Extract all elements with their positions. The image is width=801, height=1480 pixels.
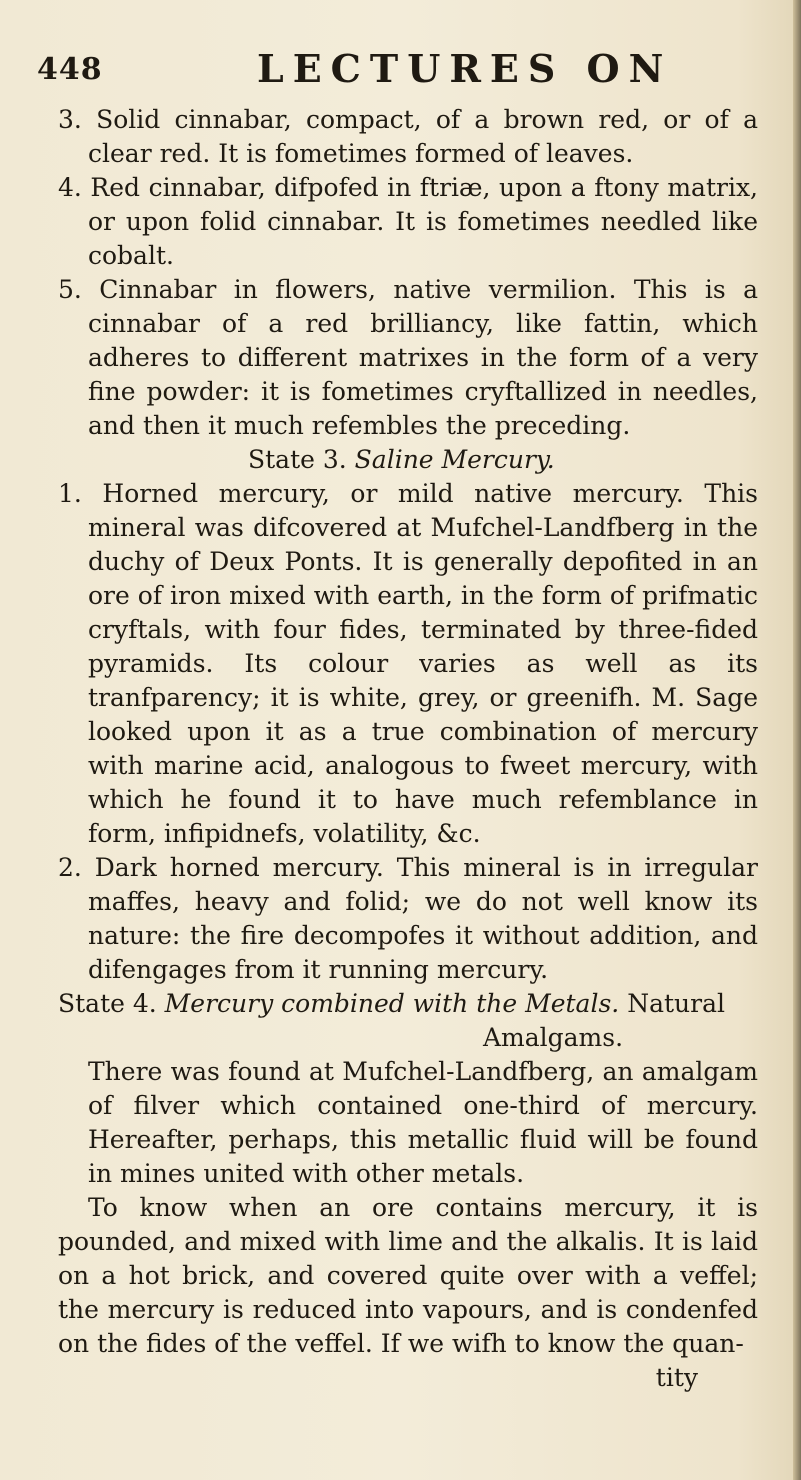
state-title: Saline Mercury. <box>354 445 555 474</box>
paragraph-mercury-test: To know when an ore contains mercury, it is pounded, and mixed with lime and the alkalis. It is laid on a hot brick, and covered quite over with a veffel; the mercury is reduced into vapours, and is condenfed on the fides of the veffel. If we wifh to know the quan- <box>58 1193 758 1358</box>
entry-red-cinnabar <box>58 171 758 273</box>
entry-number: 2. <box>58 853 82 882</box>
paragraph-amalgam: There was found at Mufchel-Landfberg, an amalgam of filver which contained one-third of mercury. Hereafter, perhaps, this metallic fluid will be found in mines united with other metals. <box>88 1057 758 1188</box>
page-number: 448 <box>37 52 103 87</box>
catchword: tity <box>655 1363 698 1392</box>
entry-solid-cinnabar <box>58 103 758 171</box>
entry-number: 1. <box>58 479 82 508</box>
state-subtitle-amalgams: Amalgams. <box>482 1023 624 1052</box>
entry-number: 5. <box>58 275 82 304</box>
state-label: State 3. <box>248 445 347 474</box>
page-edge <box>793 0 801 1480</box>
running-title: LECTURES ON <box>257 46 673 91</box>
entry-horned-mercury <box>58 477 758 851</box>
page-header <box>37 46 757 94</box>
state-4-heading <box>58 987 758 1055</box>
state-title: Mercury combined with the Metals. <box>164 989 620 1018</box>
entry-text: Dark horned mercury. This mineral is in irregular maffes, heavy and folid; we do not well know its nature: the fire decompofes it without addition, and difengages from it running mercury. <box>88 853 758 984</box>
entry-number: 3. <box>58 105 82 134</box>
entry-dark-horned-mercury <box>58 851 758 987</box>
entry-text: Solid cinnabar, compact, of a brown red, or of a clear red. It is fometimes formed of leaves. <box>88 105 759 168</box>
state-3-heading <box>58 443 758 477</box>
entry-text: Cinnabar in flowers, native vermilion. This is a cinnabar of a red brilliancy, like fattin, which adheres to different matrixes in the form of a very fine powder: it is fometimes cryftallized in needles, and then it much refembles the preceding. <box>88 275 758 440</box>
entry-text: Horned mercury, or mild native mercury. This mineral was difcovered at Mufchel-Landfberg in the duchy of Deux Ponts. It is generally depofited in an ore of iron mixed with earth, in the form of prifmatic cryftals, with four fides, terminated by three-fided pyramids. Its colour varies as well as its tranfparency; it is white, grey, or greenifh. M. Sage looked upon it as a true combination of mercury with marine acid, analogous to fweet mercury, with which he found it to have much refemblance in form, infipidnefs, volatility, &c. <box>88 479 758 848</box>
entry-number: 4. <box>58 173 82 202</box>
state-subtitle-natural: Natural <box>627 989 725 1018</box>
entry-cinnabar-flowers <box>58 273 758 443</box>
body-text <box>58 103 758 1395</box>
state-label: State 4. <box>58 989 157 1018</box>
entry-text: Red cinnabar, difpofed in ftriæ, upon a ftony matrix, or upon folid cinnabar. It is fometimes needled like cobalt. <box>88 173 759 270</box>
